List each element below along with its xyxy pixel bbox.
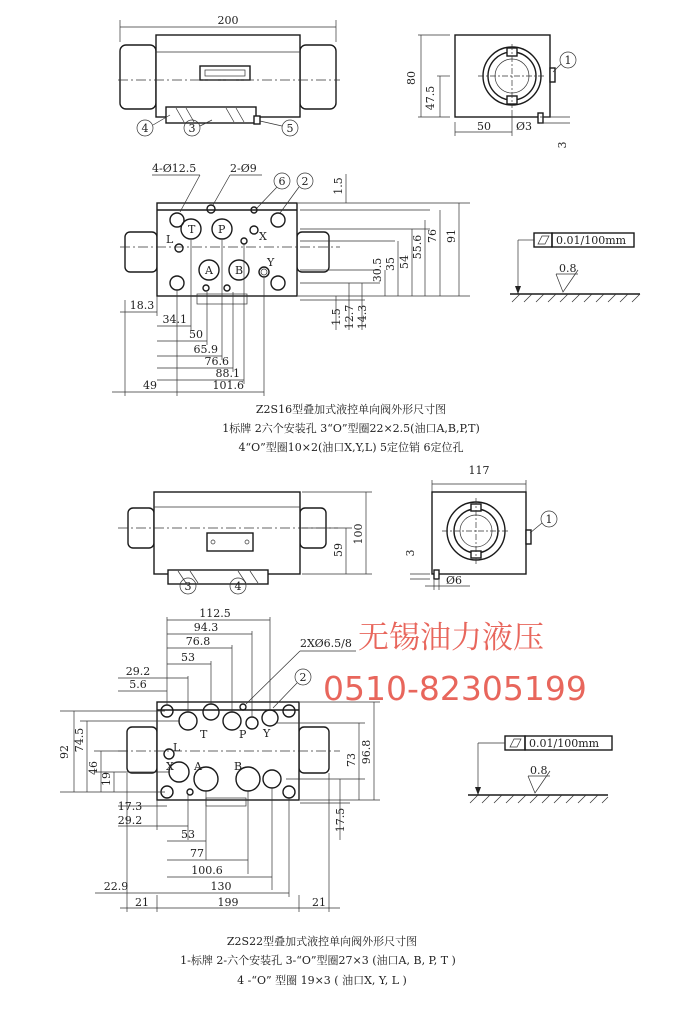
dim-5-6: 5.6 [129,678,147,691]
flatness-2: 0.01/100mm [529,737,600,750]
callout-3: 3 [188,122,196,135]
dim-76-8: 76.8 [185,635,211,648]
dim-46: 46 [87,761,100,775]
dim-100-6: 100.6 [191,864,223,877]
dim-18-3: 18.3 [129,299,155,312]
caption-2-line-2: 4 -“O” 型圈 19×3 ( 油口X, Y, L ) [237,974,407,987]
port-L-b: L [173,741,181,754]
caption-2-line-1: 1-标牌 2-六个安装孔 3-“O”型圈27×3 (油口A, B, P, T ) [180,954,456,967]
tolerance-block-1 [510,233,640,302]
callout-4: 4 [141,122,149,135]
callout-1-b: 1 [545,513,553,526]
dim-29-2-bottom: 29.2 [117,814,143,827]
caption-z2s22 [180,934,456,987]
callout-6: 6 [278,175,286,188]
dim-94-3: 94.3 [193,621,219,634]
dim-12-7: 12.7 [343,304,356,330]
dim-22-9: 22.9 [103,880,129,893]
label-2-pins: 2-Ø9 [230,162,257,175]
dim-53-bottom: 53 [181,828,195,841]
tolerance-block-2 [468,736,612,803]
dim-height-59: 59 [332,543,345,557]
z2s16-front-view [118,14,340,136]
dim-29-2-top: 29.2 [125,665,151,678]
dim-21-right: 21 [312,896,326,909]
flatness-1: 0.01/100mm [556,234,627,247]
label-2x-pins: 2XØ6.5/8 [300,637,352,650]
z2s22-plan-view [58,607,380,912]
dim-3: 3 [556,141,569,149]
dim-width-50: 50 [477,120,491,133]
dim-112-5: 112.5 [199,607,231,620]
dim-height-80: 80 [405,71,418,85]
watermark [323,620,587,708]
dim-74-5: 74.5 [73,727,86,753]
port-Y-b: Y [263,727,271,740]
dim-dia-3: Ø3 [515,120,533,133]
caption-2-title: Z2S22型叠加式液控单向阀外形尺寸图 [226,935,418,948]
dim-92: 92 [58,745,71,759]
callout-4-b: 4 [234,580,242,593]
port-T: T [188,223,196,236]
port-P-b: P [239,728,247,741]
z2s22-side-view [404,464,557,590]
port-L: L [166,233,174,246]
dim-14-3: 14.3 [356,304,369,330]
dim-53-top: 53 [181,651,195,664]
dim-35: 35 [384,257,397,271]
dim-17-5: 17.5 [334,807,347,833]
dim-21-left: 21 [135,896,149,909]
port-B-b: B [234,760,243,773]
caption-1-line-1: 1标牌 2六个安装孔 3“O”型圈22×2.5(油口A,B,P,T) [222,422,480,435]
dim-88-1: 88.1 [215,367,240,380]
dim-50: 50 [189,328,203,341]
caption-1-line-2: 4“O”型圈10×2(油口X,Y,L) 5定位销 6定位孔 [238,441,464,454]
dim-77: 77 [190,847,204,860]
dim-54: 54 [398,255,411,269]
dim-76-6: 76.6 [204,355,229,368]
dim-1-5-bottom: 1.5 [330,308,343,326]
dim-76: 76 [426,229,439,243]
port-A-b: A [194,760,202,773]
z2s22-front-view [118,492,372,594]
dim-101-6: 101.6 [212,379,244,392]
z2s16-plan-view [112,162,470,396]
dim-17-3: 17.3 [117,800,143,813]
port-X: X [259,230,267,243]
watermark-phone: 0510-82305199 [323,669,587,708]
dim-1-5-top: 1.5 [332,177,345,195]
port-A: A [205,264,213,277]
dim-34-1: 34.1 [162,313,187,326]
dim-19: 19 [100,772,113,786]
port-T-b: T [200,728,208,741]
port-B: B [235,264,244,277]
caption-1-title: Z2S16型叠加式液控单向阀外形尺寸图 [255,403,447,416]
label-4-holes: 4-Ø12.5 [152,162,197,175]
port-P: P [218,223,226,236]
z2s16-side-view [405,35,576,149]
port-X-b: X [166,760,174,773]
dim-55-6: 55.6 [411,234,424,260]
dim-3-b: 3 [404,549,417,557]
caption-z2s16 [222,402,480,454]
dim-91: 91 [445,229,458,243]
dim-width-117: 117 [468,464,490,477]
roughness-1: 0.8 [559,262,577,275]
dim-49: 49 [143,379,157,392]
dim-30-5: 30.5 [371,257,384,283]
watermark-company: 无锡油力液压 [358,620,544,656]
roughness-2: 0.8 [530,764,548,777]
callout-2: 2 [301,175,309,188]
callout-3-b: 3 [184,580,192,593]
dim-73: 73 [345,753,358,767]
dim-width-200: 200 [217,14,239,27]
callout-1: 1 [564,54,572,67]
callout-5: 5 [286,122,294,135]
dim-height-47-5: 47.5 [424,85,437,111]
dim-130: 130 [210,880,232,893]
dim-96-8: 96.8 [360,739,373,765]
port-Y: Y [267,256,275,269]
dim-dia-6: Ø6 [446,574,463,587]
dim-199: 199 [217,896,239,909]
dim-height-100: 100 [352,523,365,545]
dim-65-9: 65.9 [193,343,218,356]
callout-2-b: 2 [299,671,307,684]
